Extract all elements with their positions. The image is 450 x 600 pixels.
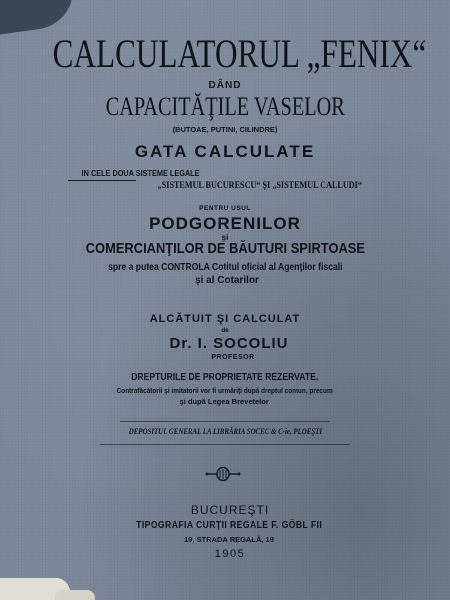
book-title: CALCULATORUL „FENIX“ [52,31,427,76]
comerciantilor: COMERCIANŢILOR DE BĂUTURI SPIRTOASE [85,240,365,257]
divider [120,421,330,422]
publication-city: BUCUREŞTI [190,503,270,517]
vessel-types: (BUTOAE, PUTINI, CILINDRE) [172,125,278,134]
author-title: PROFESOR [211,354,255,361]
publication-year: 1905 [214,548,246,560]
divider [100,444,350,445]
podgorenilor: PODGORENILOR [149,214,301,233]
book-subtitle: CAPACITĂŢILE VASELOR [105,92,345,121]
rights-note-1: Contrafăcătorii şi imitatorii vor fi urmăriţi după dreptul comun, precum [116,386,334,395]
si-conjunction: şi [221,233,229,242]
de-word: de [221,327,229,334]
printer-address: 19, STRADA REGALĂ, 19 [184,535,274,544]
systems-intro: IN CELE DOUA SISTEME LEGALE [82,168,200,178]
purpose-line-2: şi al Cotarilor [195,275,259,286]
rights-note-2: şi după Legea Brevetelor. [179,397,271,406]
printer-ornament-icon [203,464,243,484]
torn-edge [55,590,95,600]
pentru-usul: PENTRU USUL [199,205,251,212]
depot-line: DEPOSITUL GENERAL LA LIBRĂRIA SOCEC & C-ie, PLOEŞTI [128,427,322,436]
printer-name: TIPOGRAFIA CURŢII REGALE F. GÖBL FII [135,520,323,531]
purpose-line-1: spre a putea CONTROLA Cotitul oficial al Agenţilor fiscali [107,262,343,273]
systems-line: „SISTEMUL BUCURESCU“ ŞI „SISTEMUL CALLUDI“ [157,181,363,191]
author-name: Dr. I. SOCOLIU [169,335,289,352]
dand-word: DÂND [208,80,242,91]
gata-calculate: GATA CALCULATE [134,142,316,161]
compiled-by: ALCĂTUIT ŞI CALCULAT [149,313,301,325]
rights-heading: DREPTURILE DE PROPRIETATE REZERVATE. [131,372,319,383]
